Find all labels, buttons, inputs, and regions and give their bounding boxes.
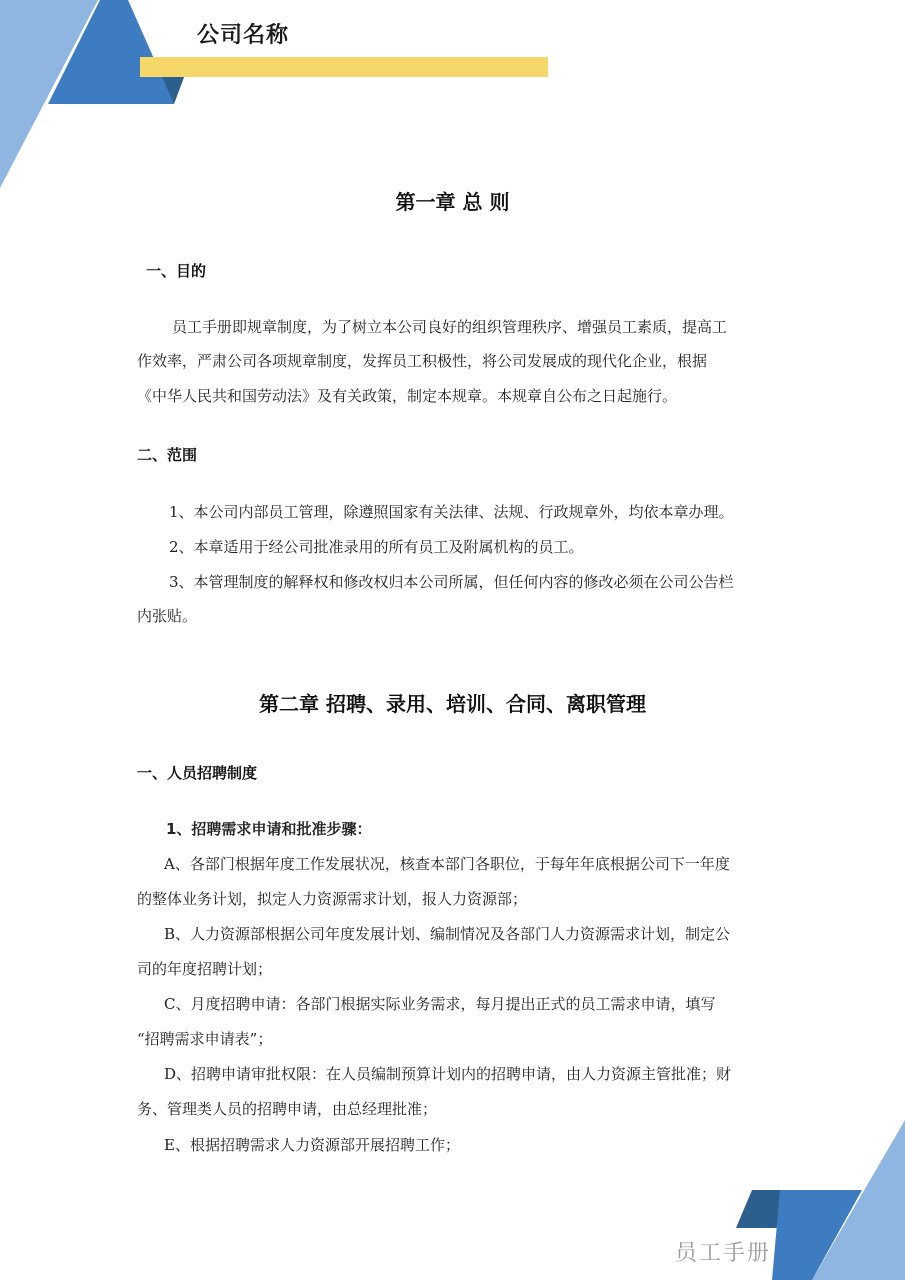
recruitment-line: 务、管理类人员的招聘申请，由总经理批准； [137, 1100, 438, 1118]
footer-handbook-title: 员工手册 [675, 1241, 772, 1266]
chapter1-title: 第一章 总 则 [395, 190, 510, 214]
scope-item: 2、本章适用于经公司批准录用的所有员工及附属机构的员工。 [169, 538, 584, 556]
recruitment-line: B、人力资源部根据公司年度发展计划、编制情况及各部门人力资源需求计划，制定公 [164, 925, 731, 943]
section-scope-heading: 二、范围 [137, 446, 198, 464]
recruitment-line: C、月度招聘申请：各部门根据实际业务需求，每月提出正式的员工需求申请，填写 [164, 995, 716, 1013]
scope-item: 1、本公司内部员工管理，除遵照国家有关法律、法规、行政规章外，均依本章办理。 [169, 503, 734, 521]
header-yellow-bar [140, 57, 548, 77]
recruitment-line: D、招聘申请审批权限：在人员编制预算计划内的招聘申请，由人力资源主管批准；财 [164, 1065, 732, 1083]
chapter2-title: 第二章 招聘、录用、培训、合同、离职管理 [259, 692, 646, 716]
section-purpose-heading: 一、目的 [146, 262, 207, 280]
recruitment-line: 的整体业务计划，拟定人力资源需求计划，报人力资源部； [137, 890, 528, 908]
bottom-dark-blue-shape [736, 1190, 800, 1228]
recruitment-line: “招聘需求申请表”； [137, 1030, 273, 1048]
top-dark-blue-triangle [134, 72, 186, 104]
top-light-blue-triangle [0, 0, 98, 188]
bottom-light-blue-triangle [812, 1120, 905, 1280]
recruitment-line: 司的年度招聘计划； [137, 960, 273, 978]
paragraph-line: 作效率，严肃公司各项规章制度，发挥员工积极性，将公司发展成的现代化企业，根据 [137, 352, 708, 370]
paragraph-line: 《中华人民共和国劳动法》及有关政策，制定本规章。本规章自公布之日起施行。 [137, 387, 678, 405]
bottom-mid-blue-shape [772, 1190, 862, 1280]
section-recruitment-heading: 一、人员招聘制度 [137, 764, 258, 782]
top-mid-blue-shape [48, 0, 174, 104]
company-name: 公司名称 [197, 23, 290, 48]
scope-item: 3、本管理制度的解释权和修改权归本公司所属，但任何内容的修改必须在公司公告栏 [169, 573, 734, 591]
recruitment-subheading: 1、招聘需求申请和批准步骤： [166, 820, 372, 838]
scope-item-continued: 内张贴。 [137, 607, 198, 625]
recruitment-line: A、各部门根据年度工作发展状况，核查本部门各职位，于每年年底根据公司下一年度 [164, 855, 730, 873]
recruitment-line: E、根据招聘需求人力资源部开展招聘工作； [164, 1136, 460, 1154]
paragraph-line: 员工手册即规章制度，为了树立本公司良好的组织管理秩序、增强员工素质，提高工 [172, 318, 728, 336]
